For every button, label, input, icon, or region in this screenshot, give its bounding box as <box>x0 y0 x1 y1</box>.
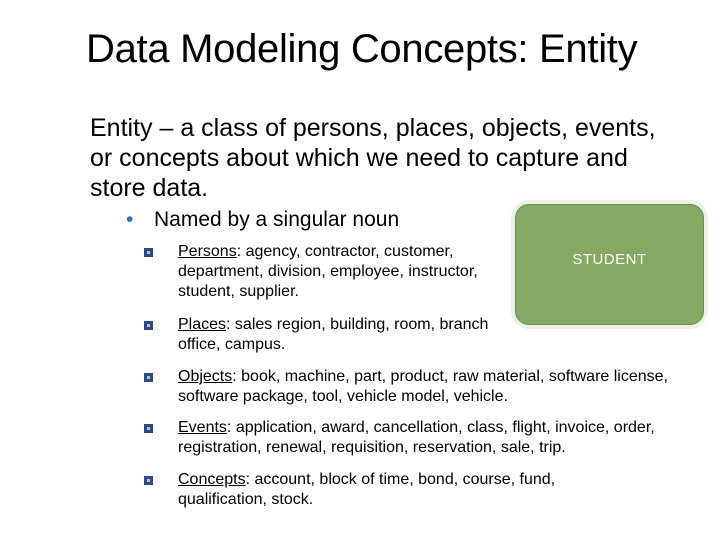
list-item-text <box>178 315 494 355</box>
list-item-term: Events <box>178 419 227 436</box>
square-bullet-icon <box>144 315 178 335</box>
square-bullet-icon <box>144 470 178 490</box>
bullet-text: Named by a singular noun <box>154 208 400 231</box>
square-bullet-icon <box>144 418 178 438</box>
list-item-description: : book, machine, part, product, raw material, software license, software package, tool, vehicle model, vehicle. <box>178 368 668 405</box>
list-item-text <box>178 470 624 510</box>
list-item-description: : sales region, building, room, branch office, campus. <box>178 316 489 353</box>
list-item-text <box>178 367 684 407</box>
list-item-description: : agency, contractor, customer, department, division, employee, instructor, student, supplier. <box>178 243 478 300</box>
square-bullet-icon <box>144 367 178 387</box>
bullet-named-by <box>126 205 399 235</box>
list-item-concepts <box>144 470 624 510</box>
entity-example-label: STUDENT <box>572 251 647 268</box>
list-item-objects <box>144 367 684 407</box>
list-item-events <box>144 418 684 458</box>
list-item-persons <box>144 242 494 302</box>
list-item-term: Persons <box>178 243 237 260</box>
list-item-term: Concepts <box>178 471 246 488</box>
list-item-term: Places <box>178 316 227 333</box>
list-item-text <box>178 242 494 302</box>
bullet-dot-icon: • <box>126 208 134 231</box>
list-item-description: : account, block of time, bond, course, fund, qualification, stock. <box>178 471 556 508</box>
list-item-places <box>144 315 494 355</box>
list-item-term: Objects <box>178 368 233 385</box>
list-item-text <box>178 418 684 458</box>
slide-title: Data Modeling Concepts: Entity <box>86 27 638 71</box>
entity-definition: Entity – a class of persons, places, objects, events, or concepts about which we need to capture and store data. <box>90 114 656 202</box>
entity-example-box <box>515 204 704 325</box>
square-bullet-icon <box>144 242 178 262</box>
list-item-description: : application, award, cancellation, class, flight, invoice, order, registration, renewal, requisition, reservation, sale, trip. <box>178 419 655 456</box>
